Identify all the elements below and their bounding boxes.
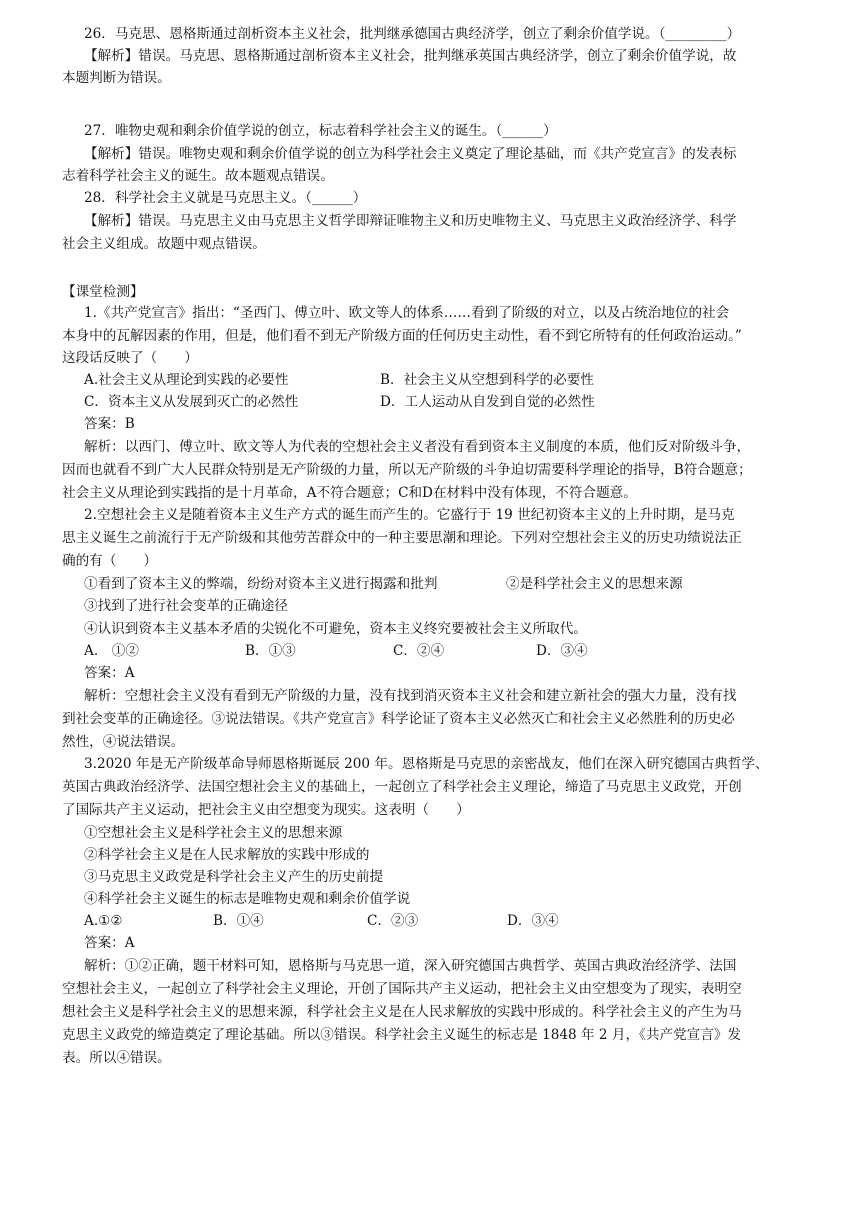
q2-explanation-line2: 到社会变革的正确途径。③说法错误。《共产党宣言》科学论证了资本主义必然灭亡和社会主义必然胜利的历史必 [62, 711, 735, 727]
q3-explanation-line4: 克思主义政党的缔造奠定了理论基础。所以③错误。科学社会主义诞生的标志是 1848 年 2 月，《共产党宣言》发 [62, 1027, 742, 1043]
q1-explanation-line1: 解析：以西门、傅立叶、欧文等人为代表的空想社会主义者没有看到资本主义制度的本质，他们反对阶级斗争， [84, 439, 751, 455]
q3-stem-line3: 了国际共产主义运动，把社会主义由空想变为现实。这表明（ ） [62, 802, 470, 818]
q3-explanation-line3: 想社会主义是科学社会主义的思想来源，科学社会主义是在人民求解放的实践中形成的。科学社会主义的产生为马 [62, 1004, 742, 1020]
q3-explanation-line2: 空想社会主义，一起创立了科学社会主义理论，开创了国际共产主义运动，把社会主义由空想变为了现实，表明空 [62, 981, 742, 997]
explanation-28-line1: 【解析】错误。马克思主义由马克思主义哲学即辩证唯物主义和历史唯物主义、马克思主义政治经济学、科学 [84, 213, 737, 229]
q3-answer: 答案：A [84, 935, 135, 951]
question-26: 26．马克思、恩格斯通过剖析资本主义社会，批判继承德国古典经济学，创立了剩余价值学说。（_________） [84, 26, 741, 42]
explanation-27-line2: 志着科学社会主义的诞生。故本题观点错误。 [62, 168, 334, 184]
q3-explanation-line1: 解析：①②正确，题干材料可知，恩格斯与马克思一道，深入研究德国古典哲学、英国古典政治经济学、法国 [84, 958, 737, 974]
q2-option-d: D．③④ [536, 643, 588, 659]
explanation-28-line2: 社会主义组成。故题中观点错误。 [62, 236, 266, 252]
q3-item-4: ④科学社会主义诞生的标志是唯物史观和剩余价值学说 [84, 891, 411, 907]
q3-stem-line2: 英国古典政治经济学、法国空想社会主义的基础上，一起创立了科学社会主义理论，缔造了马克思主义政党，开创 [62, 779, 742, 795]
section-title: 【课堂检测】 [62, 284, 144, 300]
q2-stem-line3: 确的有（ ） [62, 553, 158, 569]
q3-option-a: A.①② [84, 913, 123, 929]
q2-item-4: ④认识到资本主义基本矛盾的尖锐化不可避免，资本主义终究要被社会主义所取代。 [84, 621, 587, 637]
q3-option-c: C．②③ [367, 913, 419, 929]
q3-explanation-line5: 表。所以④错误。 [62, 1050, 171, 1066]
q3-option-d: D．③④ [507, 913, 559, 929]
q1-option-b: B．社会主义从空想到科学的必要性 [380, 372, 594, 388]
q2-option-a: A. ①② [84, 643, 139, 659]
q1-option-a: A.社会主义从理论到实践的必要性 [84, 372, 289, 388]
q3-option-b: B．①④ [213, 913, 264, 929]
q1-stem-line3: 这段话反映了（ ） [62, 350, 198, 366]
q1-explanation-line3: 社会主义从理论到实践指的是十月革命，A不符合题意；C和D在材料中没有体现，不符合题意。 [62, 485, 637, 501]
question-28: 28．科学社会主义就是马克思主义。（______） [84, 190, 367, 206]
explanation-26-line1: 【解析】错误。马克思、恩格斯通过剖析资本主义社会，批判继承英国古典经济学，创立了剩余价值学说，故 [84, 48, 737, 64]
q1-option-d: D．工人运动从自发到自觉的必然性 [380, 394, 595, 410]
q2-stem-line2: 思主义诞生之前流行于无产阶级和其他劳苦群众中的一种主要思潮和理论。下列对空想社会主义的历史功绩说法正 [62, 530, 742, 546]
q3-item-2: ②科学社会主义是在人民求解放的实践中形成的 [84, 847, 370, 863]
q2-answer: 答案：A [84, 665, 135, 681]
q1-stem-line1: 1.《共产党宣言》指出：“圣西门、傅立叶、欧文等人的体系……看到了阶级的对立，以及占统治地位的社会 [84, 305, 730, 321]
explanation-27-line1: 【解析】错误。唯物史观和剩余价值学说的创立为科学社会主义奠定了理论基础，而《共产党宣言》的发表标 [84, 146, 737, 162]
q2-option-b: B．①③ [245, 643, 296, 659]
q2-item-2: ②是科学社会主义的思想来源 [506, 576, 683, 592]
q1-option-c: C．资本主义从发展到灭亡的必然性 [84, 394, 299, 410]
q2-item-3: ③找到了进行社会变革的正确途径 [84, 598, 288, 614]
q2-stem-line1: 2.空想社会主义是随着资本主义生产方式的诞生而产生的。它盛行于 19 世纪初资本主义的上升时期，是马克 [84, 507, 735, 523]
q3-item-3: ③马克思主义政党是科学社会主义产生的历史前提 [84, 869, 384, 885]
q2-option-c: C．②④ [393, 643, 445, 659]
q1-stem-line2: 本身中的瓦解因素的作用，但是，他们看不到无产阶级方面的任何历史主动性，看不到它所特有的任何政治运动。” [62, 328, 742, 344]
q3-item-1: ①空想社会主义是科学社会主义的思想来源 [84, 825, 343, 841]
q2-item-1: ①看到了资本主义的弊端，纷纷对资本主义进行揭露和批判 [84, 576, 438, 592]
question-27: 27．唯物史观和剩余价值学说的创立，标志着科学社会主义的诞生。（______） [84, 123, 557, 139]
explanation-26-line2: 本题判断为错误。 [62, 70, 171, 86]
q2-explanation-line3: 然性，④说法错误。 [62, 734, 185, 750]
q2-explanation-line1: 解析：空想社会主义没有看到无产阶级的力量，没有找到消灭资本主义社会和建立新社会的强大力量，没有找 [84, 688, 737, 704]
q1-explanation-line2: 因而也就看不到广大人民群众特别是无产阶级的力量，所以无产阶级的斗争迫切需要科学理论的指导，B符合题意； [62, 462, 752, 478]
q3-stem-line1: 3.2020 年是无产阶级革命导师恩格斯诞辰 200 年。恩格斯是马克思的亲密战友，他们在深入研究德国古典哲学、 [84, 756, 769, 772]
q1-answer: 答案：B [84, 416, 135, 432]
